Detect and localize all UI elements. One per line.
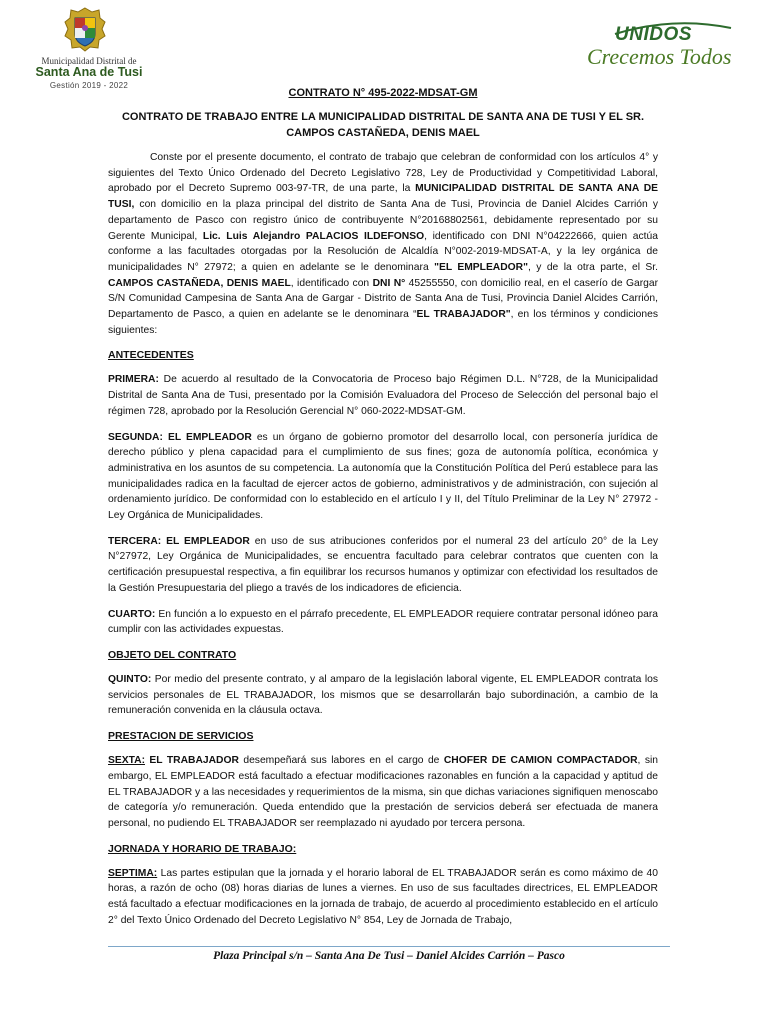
footer-divider — [108, 946, 670, 947]
clause-label: SEGUNDA: EL EMPLEADOR — [108, 431, 252, 443]
intro-text: , en los términos y condiciones siguientes: — [108, 309, 659, 336]
clause-segunda — [108, 430, 658, 524]
job-position: CHOFER DE CAMION COMPACTADOR — [443, 755, 638, 767]
intro-municipality: MUNICIPALIDAD DISTRITAL DE SANTA ANA DE TUSI, — [108, 183, 658, 211]
clause-text: desempeñará sus labores en el cargo de — [238, 755, 444, 767]
clause-text: es un órgano de gobierno promotor del desarrollo local, con personería jurídica de derecho público y plena capacidad para el cumplimiento de sus fines; goza de autonomía política, económica y administrativa en los asuntos de su competencia. La autonomía que la Constitución Política del Perú establece para las municipalidades radica en la facultad de ejercer actos de gobierno, administrativos y de administración, con sujeción al ordenamiento jurídico. De conformidad con lo establecido en el artículo I y II, del Título Preliminar de la Ley N° 27972 - Ley Orgánica de Municipalidades. — [108, 431, 658, 522]
clause-text: En función a lo expuesto en el párrafo precedente, EL EMPLEADOR requiere contratar personal idóneo para cumplir con las actividades expuestas. — [108, 608, 658, 636]
clause-quinto — [108, 672, 658, 719]
clause-text: Por medio del presente contrato, y al amparo de la legislación laboral vigente, EL EMPLEADOR contrata los servicios personales de EL TRABAJADOR, los mismos que se desarrollarán bajo subordinación, a cambio de la remuneración convenida en la cláusula octava. — [108, 673, 658, 717]
clause-label: PRIMERA: — [108, 374, 159, 386]
clause-text: en uso de sus atribuciones conferidos por el numeral 23 del artículo 20° de la Ley N°27972, Ley Orgánica de Municipalidades, se encuentra facultado para celebrar contratos que cuenten con la certificación presupuestal respectiva, a fin equilibrar los recursos humanos y optimizar con efectividad los resultados de la Gestión Presupuestaria del pliego a través de los indicadores de eficiencia. — [108, 535, 658, 594]
intro-text: con domicilio en la plaza principal del distrito de Santa Ana de Tusi, Provincia de Daniel Alcides Carrión y departamento de Pasco con registro único de contribuyente N°20168802561, debidamente representado por su Gerente Municipal, — [108, 199, 658, 242]
clause-label: CUARTO: — [108, 608, 156, 620]
slogan-unidos: UNIDOS — [615, 24, 692, 45]
letterhead — [0, 0, 768, 100]
clause-text: Las partes estipulan que la jornada y el horario laboral de EL TRABAJADOR serán es como máximo de 40 horas, a razón de ocho (08) horas diarias de lunes a viernes. En uso de sus facultades directrices, EL EMPLEADOR está facultado a efectuar modificaciones en la jornada de trabajo, de acuerdo al procedimiento establecido en el artículo 2° del Texto Único Ordenado del Decreto Legislativo N° 854, Ley de Jornada de Trabajo, — [108, 867, 658, 926]
section-heading-objeto: OBJETO DEL CONTRATO — [108, 648, 237, 661]
slogan-logo — [585, 22, 755, 82]
intro-worker-label: EL TRABAJADOR" — [416, 309, 511, 321]
slogan-crecemos: Crecemos Todos — [587, 44, 732, 69]
clause-label: TERCERA: EL EMPLEADOR — [108, 535, 250, 547]
footer-address: Plaza Principal s/n – Santa Ana De Tusi – Daniel Alcides Carrión – Pasco — [213, 950, 565, 962]
intro-text: , identificado con — [290, 277, 373, 289]
clause-label: SEXTA: — [108, 755, 145, 767]
intro-text: , y de la otra parte, el Sr. — [528, 261, 658, 273]
clause-primera — [108, 372, 658, 419]
intro-text: Conste por el presente documento, el contrato de trabajo que celebran de conformidad con los artículos 4° y siguientes del Texto Único Ordenado del Decreto Legislativo 728, Ley de Productividad y Competitividad Laboral, aprobado por el Decreto Supremo 003-97-TR, de una parte, la — [108, 152, 658, 195]
clause-cuarto — [108, 607, 658, 638]
contract-number: CONTRATO N° 495-2022-MDSAT-GM — [288, 87, 478, 99]
org-name-line1: Municipalidad Distrital de — [41, 56, 137, 66]
clause-text: , sin embargo, EL EMPLEADOR está facultado a efectuar modificaciones razonables en función a la capacidad y aptitud de EL TRABAJADOR y a las necesidades y requerimientos de la misma, sin que dichas variaciones signifiquen menoscabo de categoría y/o remuneración. Queda entendido que la prestación de servicios deberá ser efectuada de manera personal, no pudiendo EL TRABAJADOR ser reemplazado ni ayudado por tercera persona. — [108, 755, 658, 829]
org-name: Santa Ana de Tusi — [35, 65, 143, 79]
org-period: Gestión 2019 - 2022 — [49, 81, 129, 90]
intro-text: , identificado con DNI N°04222666, quien actúa conforme a las facultades otorgadas por la Resolución de Alcaldía N°002-2019-MDSAT-A, y la ley orgánica de municipalidades N° 27972; a quien en adelante se le denominara — [108, 230, 658, 273]
clause-septima — [108, 866, 658, 929]
section-heading-antecedentes: ANTECEDENTES — [108, 349, 194, 362]
intro-text: 45255550, con domicilio real, en el caserío de Gargar S/N Comunidad Campesina de Santa Ana de Gargar - Distrito de Santa Ana de Tusi, Provincia Daniel Alcides Carrión, Departamento de Pasco, a quien en adelante se le denominara “ — [108, 277, 659, 321]
clause-worker-label: EL TRABAJADOR — [145, 755, 239, 767]
clause-label: SEPTIMA: — [108, 867, 158, 879]
intro-dni-label: DNI N° — [372, 277, 406, 289]
intro-employer-label: "EL EMPLEADOR" — [434, 261, 529, 273]
intro-paragraph — [108, 150, 658, 338]
intro-manager: Lic. Luis Alejandro PALACIOS ILDEFONSO — [202, 230, 425, 242]
document-body — [108, 86, 658, 928]
section-heading-jornada: JORNADA Y HORARIO DE TRABAJO: — [108, 842, 297, 855]
municipal-crest-icon — [62, 6, 108, 52]
clause-tercera — [108, 534, 658, 597]
contract-title: CONTRATO DE TRABAJO ENTRE LA MUNICIPALIDAD DISTRITAL DE SANTA ANA DE TUSI Y EL SR. CAMPOS CASTAÑEDA, DENIS MAEL — [121, 111, 645, 139]
section-heading-prestacion: PRESTACION DE SERVICIOS — [108, 730, 254, 743]
clause-label: QUINTO: — [108, 673, 152, 685]
clause-sexta — [108, 753, 658, 832]
clause-text: De acuerdo al resultado de la Convocatoria de Proceso bajo Régimen D.L. N°728, de la Municipalidad Distrital de Santa Ana de Tusi, presentado por la Comisión Evaluadora del Proceso de Selección del personal bajo el régimen 728, aprobado por la Resolución Gerencial N° 060-2022-MDSAT-GM. — [108, 374, 658, 417]
intro-worker-name: CAMPOS CASTAÑEDA, DENIS MAEL — [108, 277, 291, 289]
